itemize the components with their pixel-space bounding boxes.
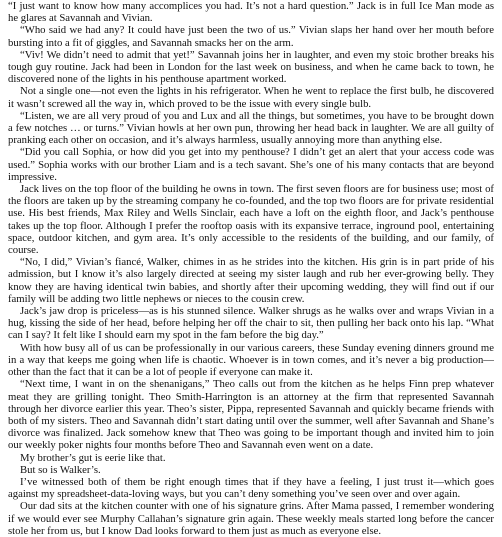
paragraph: Jack’s jaw drop is priceless—as is his stunned silence. Walker shrugs as he walks over and wraps Vivian in a hug, kissing the side of her head, before helping her off the chair to sit, then pulling her back onto his lap. “What can I say? It felt like I should earn my spot in the fam before the big day.”: [8, 305, 494, 342]
paragraph: “No, I did,” Vivian’s fiancé, Walker, chimes in as he strides into the kitchen. His grin is in part pride of his admission, but I know it’s also largely directed at seeing my sister laugh and rub her ever-growing belly. They know they are having identical twin babies, and shortly after their upcoming wedding, they will find out if our family will be adding two little nephews or nieces to the cousin crew.: [8, 256, 494, 305]
paragraph: But so is Walker’s.: [20, 463, 101, 476]
paragraph: Our dad sits at the kitchen counter with one of his signature grins. After Mama passed, I remember wondering if we would ever see Murphy Callahan’s signature grin again. These weekly meals started long before the cancer stole her from us, but I know Dad looks forward to them just as much as everyone else.: [8, 500, 494, 537]
paragraph: “Listen, we are all very proud of you and Lux and all the things, but sometimes, you have to be brought down a few notches … or turns.” Vivian howls at her own pun, throwing her head back in laughter. We are all guilty of pranking each other on occasion, and it’s always harmless, usually annoying more than anything else.: [8, 109, 494, 147]
paragraph: I’ve witnessed both of them be right enough times that if they have a feeling, I just trust it—which goes against my spreadsheet-data-loving ways, but you can’t deny something you’ve seen over and over again.: [8, 475, 494, 501]
paragraph: “Viv! We didn’t need to admit that yet!” Savannah joins her in laughter, and even my stoic brother breaks his tough guy routine. Jack had been in London for the last week on business, and when he came back to town, he discovered none of the lights in his penthouse apartment worked.: [8, 48, 494, 86]
paragraph: With how busy all of us can be professionally in our various careers, these Sunday evening dinners ground me in a way that keeps me going when life is chaotic. Whoever is in town comes, and it’s never a big production—other than the fact that it can be a lot of people if everyone can make it.: [8, 341, 494, 379]
paragraph: Not a single one—not even the lights in his refrigerator. When he went to replace the first bulb, he discovered it wasn’t screwed all the way in, which proved to be the issue with every single bulb.: [8, 85, 494, 110]
paragraph: “Who said we had any? It could have just been the two of us.” Vivian slaps her hand over her mouth before bursting into a fit of giggles, and Savannah smacks her on the arm.: [8, 24, 494, 49]
paragraph: My brother’s gut is eerie like that.: [20, 451, 166, 464]
paragraph: “Next time, I want in on the shenanigans,” Theo calls out from the kitchen as he helps Finn prep whatever meat they are grilling tonight. Theo Smith-Harrington is an attorney at the firm that represented Savannah through her divorce earlier this year. Theo’s sister, Pippa, represented Savannah and quickly became friends with both of my sisters. Theo and Savannah didn’t start dating until over the summer, well after Savannah and Shane’s divorce was finalized. Jack somehow knew that Theo was going to be important though and invited him to join our weekly poker nights four months before Theo and Savannah even went on a date.: [8, 378, 494, 452]
paragraph: “I just want to know how many accomplices you had. It’s not a hard question.” Jack is in full Ice Man mode as he glares at Savannah and Vivian.: [8, 0, 494, 25]
paragraph: Jack lives on the top floor of the building he owns in town. The first seven floors are for business use; most of the floors are taken up by the streaming company he co-founded, and the top two floors are for private residential use. His best friends, Max Riley and Wells Sinclair, each have a loft on the eighth floor, and Jack’s penthouse takes up the top floor. Although I prefer the rooftop oasis with its expansive terrace, inground pool, entertaining space, outdoor kitchen, and gym area. It’s only accessible to the residents of the building, and our family, of course.: [8, 183, 494, 257]
paragraph: “Did you call Sophia, or how did you get into my penthouse? I didn’t get an alert that your access code was used.” Sophia works with our brother Liam and is a tech savant. She’s one of his many contacts that are beyond impressive.: [8, 146, 494, 183]
